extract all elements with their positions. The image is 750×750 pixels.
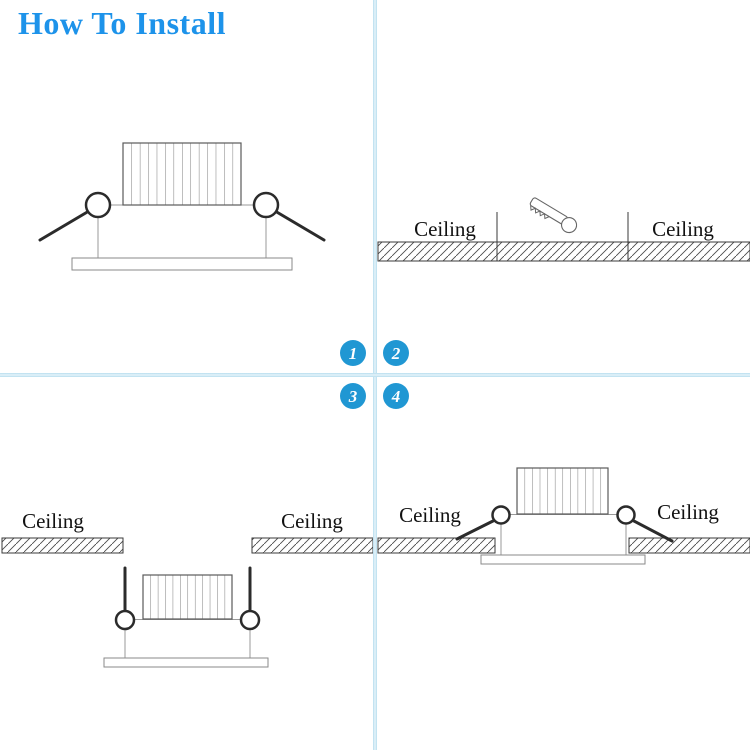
- ceiling-cross-section: [378, 242, 750, 261]
- step3-insert-diagram: [2, 538, 373, 667]
- trim-flange: [481, 555, 645, 564]
- heatsink: [123, 143, 241, 205]
- step-3-number: 3: [348, 386, 358, 406]
- clip-pivot: [241, 611, 259, 629]
- ceiling-label: Ceiling: [652, 217, 714, 241]
- clip-pivot: [116, 611, 134, 629]
- step-2-badge: [383, 340, 409, 366]
- quadrant-divider-horizontal: [0, 373, 750, 377]
- step-4-number: 4: [391, 386, 401, 406]
- spring-clip: [275, 211, 324, 240]
- heatsink: [517, 468, 608, 514]
- step-2-number: 2: [391, 343, 401, 363]
- ceiling-cross-section: [378, 538, 495, 553]
- heatsink: [143, 575, 232, 619]
- step-1-number: 1: [348, 343, 358, 363]
- page-title: How To Install: [18, 5, 226, 41]
- trim-flange: [104, 658, 268, 667]
- ceiling-label: Ceiling: [281, 509, 343, 533]
- hole-saw-icon: [527, 196, 579, 236]
- ceiling-label: Ceiling: [22, 509, 84, 533]
- clip-pivot: [618, 507, 635, 524]
- step-1-badge: [340, 340, 366, 366]
- spring-clip: [40, 211, 89, 240]
- ceiling-label: Ceiling: [414, 217, 476, 241]
- step-4-badge: [383, 383, 409, 409]
- ceiling-cross-section: [252, 538, 373, 553]
- step1-fixture-diagram: [40, 143, 324, 270]
- ceiling-label: Ceiling: [399, 503, 461, 527]
- ceiling-cross-section: [629, 538, 750, 553]
- ceiling-label: Ceiling: [657, 500, 719, 524]
- ceiling-cross-section: [2, 538, 123, 553]
- clip-pivot: [254, 193, 278, 217]
- spring-clip: [457, 520, 495, 539]
- clip-pivot: [493, 507, 510, 524]
- clip-pivot: [86, 193, 110, 217]
- step-3-badge: [340, 383, 366, 409]
- trim-flange: [72, 258, 292, 270]
